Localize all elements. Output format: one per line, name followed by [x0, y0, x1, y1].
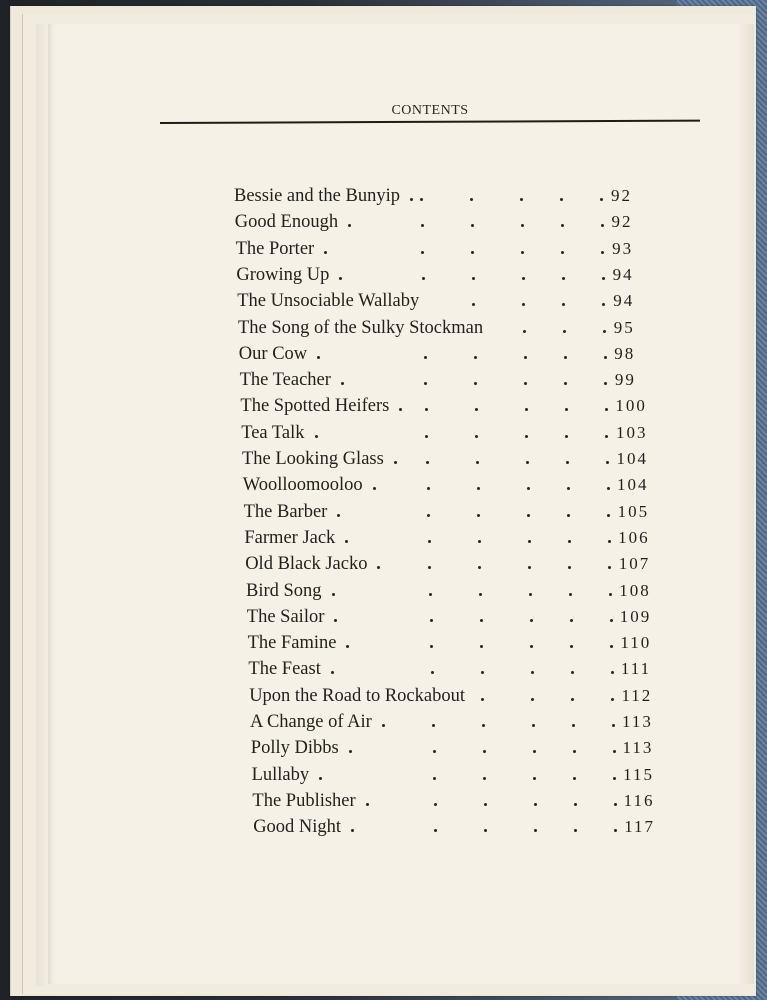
- leader-dot: [348, 224, 351, 227]
- contents-entry: [0, 631, 767, 657]
- leader-dot: [410, 198, 413, 201]
- leader-dot: [527, 487, 530, 490]
- contents-entry: [0, 342, 767, 368]
- leader-dot: [522, 277, 525, 280]
- contents-entry: [0, 289, 767, 315]
- entry-title: The Publisher: [252, 790, 356, 811]
- leader-dot: [524, 356, 527, 359]
- leader-dot: [478, 566, 481, 569]
- leader-dot: [476, 461, 479, 464]
- leader-dot: [603, 330, 606, 333]
- leader-dot: [532, 724, 535, 727]
- entry-title: Polly Dibbs: [250, 738, 339, 759]
- leader-dot: [574, 803, 577, 806]
- contents-entry: [0, 394, 767, 420]
- entry-title: The Looking Glass: [242, 449, 384, 469]
- leader-dot: [399, 408, 402, 411]
- leader-dot: [480, 619, 483, 622]
- contents-entry: [0, 684, 767, 710]
- leader-dot: [478, 540, 481, 543]
- leader-dot: [565, 435, 568, 438]
- entry-title: The Feast: [248, 659, 321, 680]
- leader-dot: [533, 750, 536, 753]
- entry-title: The Teacher: [239, 370, 331, 391]
- contents-entry: [0, 421, 767, 447]
- contents-entry: [0, 789, 767, 815]
- leader-dot: [530, 645, 533, 648]
- leader-dot: [568, 540, 571, 543]
- leader-dot: [570, 619, 573, 622]
- leader-dot: [475, 435, 478, 438]
- entry-page-number: 108: [619, 580, 651, 600]
- entry-title: The Porter: [235, 238, 315, 259]
- leader-dot: [610, 619, 613, 622]
- contents-entry: [0, 815, 767, 841]
- leader-dot: [366, 803, 369, 806]
- leader-dot: [337, 514, 340, 517]
- leader-dot: [607, 487, 610, 490]
- leader-dot: [567, 487, 570, 490]
- leader-dot: [483, 777, 486, 780]
- entry-page-number: 110: [620, 633, 652, 653]
- leader-dot: [479, 593, 482, 596]
- leader-dot: [604, 382, 607, 385]
- leader-dot: [602, 303, 605, 306]
- leader-dot: [611, 671, 614, 674]
- leader-dot: [529, 593, 532, 596]
- leader-dot: [475, 408, 478, 411]
- leader-dot: [571, 698, 574, 701]
- leader-dot: [533, 777, 536, 780]
- leader-dot: [563, 330, 566, 333]
- leader-dot: [609, 593, 612, 596]
- leader-dot: [339, 277, 342, 280]
- entry-title: A Change of Air: [250, 712, 372, 732]
- leader-dot: [429, 593, 432, 596]
- entry-page-number: 92: [611, 212, 633, 232]
- leader-dot: [605, 435, 608, 438]
- entry-title: The Famine: [247, 633, 337, 654]
- leader-dot: [573, 750, 576, 753]
- contents-entry: [0, 657, 767, 683]
- entry-title: Old Black Jacko: [245, 554, 368, 575]
- leader-dot: [382, 724, 385, 727]
- leader-dot: [421, 251, 424, 254]
- leader-dot: [472, 303, 475, 306]
- leader-dot: [421, 224, 424, 227]
- contents-entry: [0, 526, 767, 552]
- leader-dot: [562, 277, 565, 280]
- contents-entry: [0, 473, 767, 499]
- entry-title: Bird Song: [246, 580, 322, 601]
- leader-dot: [427, 487, 430, 490]
- leader-dot: [607, 514, 610, 517]
- leader-dot: [484, 803, 487, 806]
- leader-dot: [477, 514, 480, 517]
- entry-page-number: 105: [617, 501, 650, 521]
- contents-entry: [0, 368, 767, 394]
- page-heading: CONTENTS: [391, 103, 469, 118]
- leader-dot: [430, 619, 433, 622]
- leader-dot: [523, 330, 526, 333]
- contents-entry: [0, 763, 767, 789]
- leader-dot: [565, 408, 568, 411]
- contents-entry: [0, 736, 767, 762]
- leader-dot: [317, 356, 320, 359]
- leader-dot: [474, 356, 477, 359]
- entry-title: Good Night: [253, 817, 342, 838]
- entry-title: Bessie and the Bunyip: [234, 186, 400, 206]
- entry-title: The Sailor: [246, 606, 325, 627]
- leader-dot: [471, 224, 474, 227]
- contents-entry: [0, 263, 767, 289]
- leader-dot: [610, 645, 613, 648]
- leader-dot: [420, 198, 423, 201]
- leader-dot: [345, 540, 348, 543]
- leader-dot: [613, 750, 616, 753]
- leader-dot: [425, 408, 428, 411]
- leader-dot: [601, 224, 604, 227]
- contents-entry: [0, 500, 767, 526]
- leader-dot: [484, 829, 487, 832]
- leader-dot: [567, 514, 570, 517]
- leader-dot: [574, 829, 577, 832]
- leader-dot: [426, 461, 429, 464]
- leader-dot: [613, 777, 616, 780]
- leader-dot: [472, 277, 475, 280]
- leader-dot: [324, 251, 327, 254]
- leader-dot: [433, 777, 436, 780]
- leader-dot: [477, 487, 480, 490]
- entry-page-number: 100: [615, 396, 647, 416]
- leader-dot: [570, 645, 573, 648]
- leader-dot: [528, 566, 531, 569]
- entry-page-number: 115: [623, 764, 654, 784]
- entry-page-number: 98: [614, 343, 636, 363]
- leader-dot: [373, 487, 376, 490]
- leader-dot: [427, 514, 430, 517]
- leader-dot: [332, 593, 335, 596]
- leader-dot: [524, 382, 527, 385]
- contents-entry: [0, 605, 767, 631]
- leader-dot: [341, 382, 344, 385]
- entry-title: The Spotted Heifers: [240, 396, 390, 417]
- entry-title: Farmer Jack: [244, 527, 336, 548]
- leader-dot: [606, 461, 609, 464]
- leader-dot: [530, 619, 533, 622]
- leader-dot: [531, 671, 534, 674]
- entry-page-number: 109: [619, 606, 652, 626]
- leader-dot: [612, 724, 615, 727]
- leader-dot: [605, 408, 608, 411]
- leader-dot: [422, 277, 425, 280]
- leader-dot: [571, 671, 574, 674]
- entry-title: The Barber: [243, 501, 328, 522]
- leader-dot: [346, 645, 349, 648]
- leader-dot: [569, 593, 572, 596]
- contents-entry: [0, 237, 767, 263]
- leader-dot: [528, 540, 531, 543]
- leader-dot: [315, 435, 318, 438]
- leader-dot: [520, 198, 523, 201]
- leader-dot: [334, 619, 337, 622]
- entry-page-number: 103: [615, 422, 648, 442]
- leader-dot: [481, 671, 484, 674]
- leader-dot: [561, 251, 564, 254]
- leader-dot: [560, 198, 563, 201]
- leader-dot: [424, 356, 427, 359]
- entry-title: Our Cow: [238, 343, 308, 364]
- leader-dot: [564, 356, 567, 359]
- entry-page-number: 104: [617, 475, 649, 495]
- leader-dot: [482, 724, 485, 727]
- leader-dot: [608, 566, 611, 569]
- leader-dot: [561, 224, 564, 227]
- entry-title: Upon the Road to Rockabout: [249, 685, 465, 706]
- entry-page-number: 92: [611, 186, 632, 205]
- leader-dot: [431, 671, 434, 674]
- leader-dot: [522, 303, 525, 306]
- leader-dot: [602, 277, 605, 280]
- leader-dot: [568, 566, 571, 569]
- leader-dot: [527, 514, 530, 517]
- contents-entry: [0, 447, 767, 473]
- entry-title: Woolloomooloo: [242, 475, 363, 496]
- entry-title: The Song of the Sulky Stockman: [238, 317, 484, 338]
- contents-entry: [0, 710, 767, 736]
- entry-page-number: 107: [618, 554, 651, 574]
- contents-entry: [0, 210, 767, 236]
- leader-dot: [319, 777, 322, 780]
- leader-dot: [573, 777, 576, 780]
- leader-dot: [474, 382, 477, 385]
- leader-dot: [428, 566, 431, 569]
- entry-title: The Unsociable Wallaby: [237, 291, 420, 312]
- entry-title: Good Enough: [234, 212, 339, 233]
- leader-dot: [525, 408, 528, 411]
- contents-entry: [0, 552, 767, 578]
- entry-page-number: 94: [612, 264, 634, 284]
- leader-dot: [425, 435, 428, 438]
- entry-page-number: 106: [618, 527, 650, 547]
- entry-page-number: 113: [622, 712, 653, 731]
- entry-page-number: 116: [623, 790, 655, 810]
- leader-dot: [566, 461, 569, 464]
- leader-dot: [432, 724, 435, 727]
- leader-dot: [331, 671, 334, 674]
- leader-dot: [481, 698, 484, 701]
- leader-dot: [600, 198, 603, 201]
- entry-page-number: 117: [624, 817, 656, 837]
- leader-dot: [614, 803, 617, 806]
- entry-page-number: 113: [622, 738, 654, 758]
- leader-dot: [433, 750, 436, 753]
- leader-dot: [521, 224, 524, 227]
- contents-entry: [0, 316, 767, 342]
- entry-page-number: 95: [613, 317, 635, 337]
- leader-dot: [562, 303, 565, 306]
- leader-dot: [564, 382, 567, 385]
- leader-dot: [434, 803, 437, 806]
- leader-dot: [601, 251, 604, 254]
- contents-entry: [0, 184, 767, 210]
- leader-dot: [471, 251, 474, 254]
- leader-dot: [534, 829, 537, 832]
- contents-entry: [0, 579, 767, 605]
- leader-dot: [428, 540, 431, 543]
- leader-dot: [424, 382, 427, 385]
- leader-dot: [430, 645, 433, 648]
- leader-dot: [608, 540, 611, 543]
- entry-title: Tea Talk: [241, 422, 305, 443]
- leader-dot: [377, 566, 380, 569]
- entry-title: Lullaby: [251, 764, 310, 785]
- entry-page-number: 111: [620, 659, 652, 679]
- leader-dot: [480, 645, 483, 648]
- leader-dot: [470, 198, 473, 201]
- leader-dot: [534, 803, 537, 806]
- entry-page-number: 104: [616, 449, 648, 468]
- leader-dot: [483, 750, 486, 753]
- leader-dot: [604, 356, 607, 359]
- entry-page-number: 99: [614, 370, 636, 390]
- leader-dot: [614, 829, 617, 832]
- leader-dot: [349, 750, 352, 753]
- leader-dot: [572, 724, 575, 727]
- leader-dot: [351, 829, 354, 832]
- leader-dot: [394, 461, 397, 464]
- entry-page-number: 94: [613, 291, 635, 311]
- entry-title: Growing Up: [236, 264, 330, 285]
- entry-page-number: 112: [621, 685, 653, 705]
- leader-dot: [611, 698, 614, 701]
- leader-dot: [526, 461, 529, 464]
- leader-dot: [521, 251, 524, 254]
- entry-page-number: 93: [612, 238, 634, 258]
- leader-dot: [531, 698, 534, 701]
- leader-dot: [434, 829, 437, 832]
- leader-dot: [525, 435, 528, 438]
